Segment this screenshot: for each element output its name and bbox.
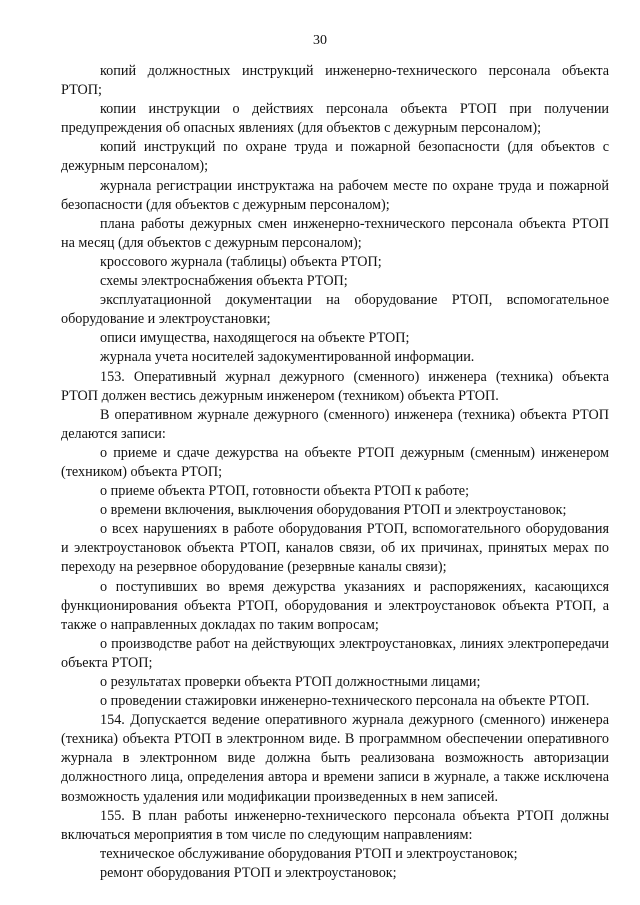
list-item: кроссового журнала (таблицы) объекта РТОП; bbox=[100, 253, 382, 270]
list-item: о производстве работ на действующих электроустановках, линиях электропередачи объекта РТОП; bbox=[61, 635, 609, 671]
list-item: схемы электроснабжения объекта РТОП; bbox=[100, 273, 348, 290]
list-item: эксплуатационной документации на оборудование РТОП, вспомогательное оборудование и электроустановки; bbox=[61, 292, 609, 328]
list-item: о проведении стажировки инженерно-технического персонала на объекте РТОП. bbox=[100, 693, 590, 710]
list-item: журнала учета носителей задокументированной информации. bbox=[100, 349, 475, 366]
list-item: ремонт оборудования РТОП и электроустановок; bbox=[100, 864, 397, 881]
list-item: копии инструкции о действиях персонала объекта РТОП при получении предупреждения об опасных явлениях (для объектов с дежурным персоналом); bbox=[61, 101, 609, 137]
list-item: журнала регистрации инструктажа на рабочем месте по охране труда и пожарной безопасности (для объектов с дежурным персоналом); bbox=[61, 177, 609, 213]
list-item: о приеме и сдаче дежурства на объекте РТОП дежурным (сменным) инженером (техником) объекта РТОП; bbox=[61, 444, 609, 480]
clause-155: 155. В план работы инженерно-технического персонала объекта РТОП должны включаться мероприятия в том числе по следующим направлениям: bbox=[61, 807, 609, 843]
list-item: плана работы дежурных смен инженерно-технического персонала объекта РТОП на месяц (для объектов с дежурным персоналом); bbox=[61, 215, 609, 251]
list-item: техническое обслуживание оборудования РТОП и электроустановок; bbox=[100, 845, 518, 862]
list-item: описи имущества, находящегося на объекте РТОП; bbox=[100, 330, 410, 347]
list-item: о поступивших во время дежурства указаниях и распоряжениях, касающихся функционирования объекта РТОП, оборудования и электроустановок объекта РТОП, а также о направленных докладах по таким вопросам; bbox=[61, 578, 609, 633]
list-item: о времени включения, выключения оборудования РТОП и электроустановок; bbox=[100, 502, 567, 519]
clause-154: 154. Допускается ведение оперативного журнала дежурного (сменного) инженера (техника) объекта РТОП в электронном виде. В программном обеспечении оперативного журнала в электронном виде должна быть реализована возможность авторизации должностного лица, определения автора и времени записи в журнале, а также исключена возможность удаления или модификации произведенных в нем записей. bbox=[61, 712, 609, 805]
page-number: 30 bbox=[313, 33, 327, 48]
journal-records-intro: В оперативном журнале дежурного (сменного) инженера (техника) объекта РТОП делаются записи: bbox=[61, 406, 609, 442]
list-item: о результатах проверки объекта РТОП должностными лицами; bbox=[100, 674, 481, 690]
page-body bbox=[61, 62, 609, 883]
list-item: копий инструкций по охране труда и пожарной безопасности (для объектов с дежурным персоналом); bbox=[61, 139, 609, 175]
list-item: копий должностных инструкций инженерно-технического персонала объекта РТОП; bbox=[61, 63, 609, 99]
list-item: о приеме объекта РТОП, готовности объекта РТОП к работе; bbox=[100, 483, 470, 500]
clause-153: 153. Оперативный журнал дежурного (сменного) инженера (техника) объекта РТОП должен вестись дежурным инженером (техником) объекта РТОП. bbox=[61, 368, 609, 404]
list-item: о всех нарушениях в работе оборудования РТОП, вспомогательного оборудования и электроустановок объекта РТОП, каналов связи, об их причинах, принятых мерах по переходу на резервное оборудование (резервные каналы связи); bbox=[61, 521, 609, 576]
